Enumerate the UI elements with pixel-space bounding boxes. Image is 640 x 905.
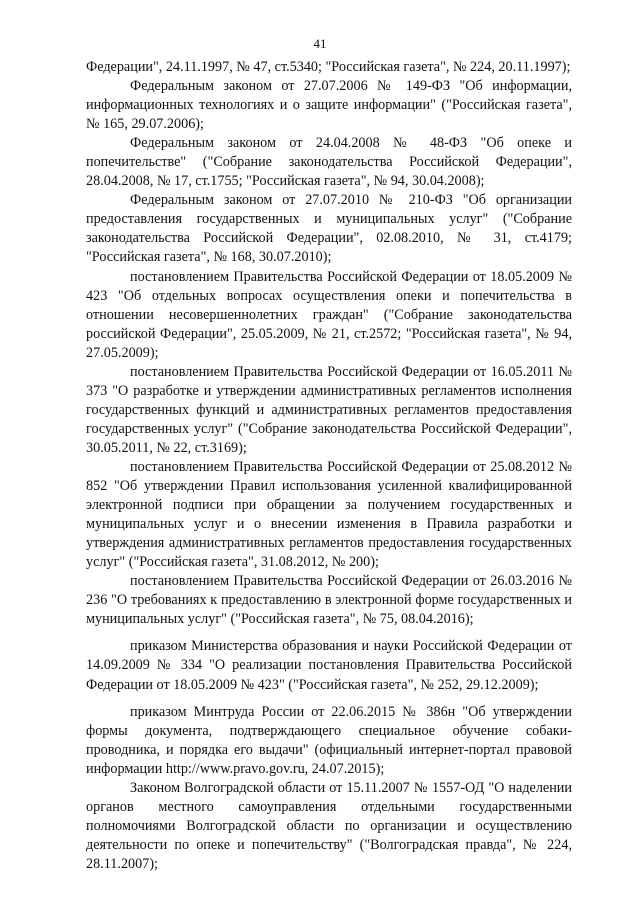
paragraph: Федеральным законом от 27.07.2010 № 210-ФЗ "Об организации предоставления государственных и муниципальных услуг" ("Собрание законодательства Российской Федерации", 02.08.2010, № 31, ст.4179; "Российская газета", № 168, 30.07.2010); [86,192,572,266]
paragraph: постановлением Правительства Российской Федерации от 26.03.2016 № 236 "О требованиях к предоставлению в электронной форме государственных и муниципальных услуг" ("Российская газета", № 75, 08.04.2016); [86,573,572,628]
paragraph-gap [86,695,572,703]
paragraph: постановлением Правительства Российской Федерации от 16.05.2011 № 373 "О разработке и утверждении административных регламентов исполнения государственных функций и административных регламентов предоставления государственных услуг" ("Собрание законодательства Российской Федерации", 30.05.2011, № 22, ст.3169); [86,363,572,456]
paragraph-gap [86,629,572,637]
paragraph: Федерации", 24.11.1997, № 47, ст.5340; "Российская газета", № 224, 20.11.1997); [86,59,571,75]
paragraph: постановлением Правительства Российской Федерации от 25.08.2012 № 852 "Об утверждении Правил использования усиленной квалифицированной электронной подписи при обращении за получением государственных и муниципальных услуг и о внесении изменения в Правила разработки и утверждения административных регламентов предоставления государственных услуг" ("Российская газета", 31.08.2012, № 200); [86,458,572,571]
paragraph: Федеральным законом от 27.07.2006 № 149-ФЗ "Об информации, информационных технологиях и о защите информации" ("Российская газета", № 165, 29.07.2006); [86,78,572,133]
paragraph: Законом Волгоградской области от 15.11.2007 № 1557-ОД "О наделении органов местного самоуправления отдельными государственными полномочиями Волгоградской области по организации и осуществлению деятельности по опеке и попечительству" ("Волгоградская правда", № 224, 28.11.2007); [86,779,572,872]
paragraph: постановлением Правительства Российской Федерации от 18.05.2009 № 423 "Об отдельных вопросах осуществления опеки и попечительства в отношении несовершеннолетних граждан" ("Собрание законодательства российской Федерации", 25.05.2009, № 21, ст.2572; "Российская газета", № 94, 27.05.2009); [86,268,572,361]
page-number: 41 [313,36,327,51]
paragraph: приказом Министерства образования и науки Российской Федерации от 14.09.2009 № 334 "О реализации постановления Правительства Российской Федерации от 18.05.2009 № 423" ("Российская газета", № 252, 29.12.2009); [86,638,572,693]
document-body [86,58,572,874]
paragraph: приказом Минтруда России от 22.06.2015 № 386н "Об утверждении формы документа, подтверждающего специальное обучение собаки-проводника, и порядка его выдачи" (официальный интернет-портал правовой информации http://www.pravo.gov.ru, 24.07.2015); [86,703,572,777]
paragraph: Федеральным законом от 24.04.2008 № 48-ФЗ "Об опеке и попечительстве" ("Собрание законодательства Российской Федерации", 28.04.2008, № 17, ст.1755; "Российская газета", № 94, 30.04.2008); [86,135,572,190]
